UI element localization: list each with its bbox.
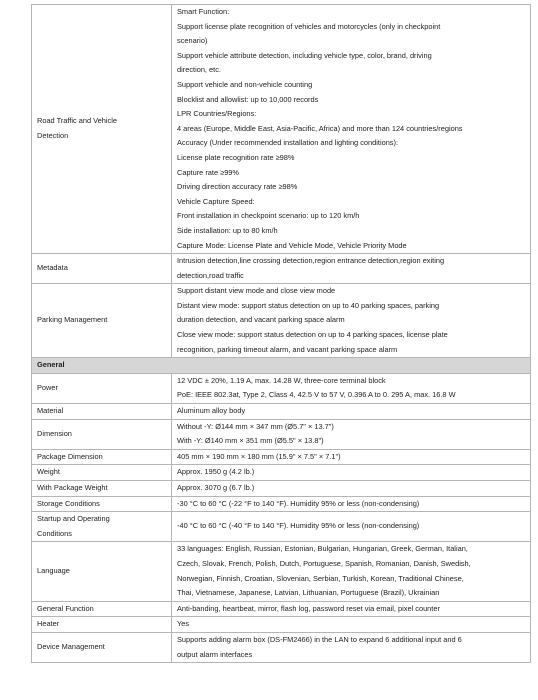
spec-label-line: Package Dimension [37,451,103,461]
spec-label-line: Conditions [37,528,72,538]
spec-value [172,5,531,254]
spec-label-line: Material [37,406,64,416]
spec-value [172,284,531,358]
spec-value-line: Support distant view mode and close view mode [177,286,336,296]
spec-value-line: Close view mode: support status detection on up to 4 parking spaces, license plate [177,330,448,340]
spec-row-road-traffic-and-vehicle-detection [32,5,531,254]
spec-label [32,632,172,662]
spec-label [32,542,172,601]
spec-value-line: Without -Y: Ø144 mm × 347 mm (Ø5.7" × 13.7") [177,421,334,431]
spec-value-line: Approx. 3070 g (6.7 lb.) [177,483,255,492]
spec-value-line: 405 mm × 190 mm × 180 mm (15.9" × 7.5" × 7.1") [177,451,341,461]
spec-value-line: Front installation in checkpoint scenario: up to 120 km/h [177,211,360,221]
spec-row-material [32,404,531,420]
spec-value-line: Aluminum alloy body [177,406,246,416]
spec-value [172,542,531,601]
section-title-line: General [37,360,65,370]
spec-value-line: Distant view mode: support status detection on up to 40 parking spaces, parking [177,300,440,310]
spec-label-line: Weight [37,467,60,477]
spec-value-line: Vehicle Capture Speed: [177,196,255,206]
spec-value-line: Driving direction accuracy rate ≥98% [177,182,298,192]
spec-value-line: -30 °C to 60 °C (-22 °F to 140 °F). Humidity 95% or less (non-condensing) [177,498,420,508]
spec-value-line: detection,road traffic [177,270,244,280]
spec-value-line: License plate recognition rate ≥98% [177,152,295,162]
spec-value-line: 4 areas (Europe, Middle East, Asia-Pacific, Africa) and more than 124 countries/regions [177,123,463,133]
spec-row-general-function [32,601,531,617]
spec-label [32,481,172,497]
spec-label-line: General Function [37,603,94,613]
spec-value [172,449,531,465]
spec-row-storage-conditions [32,496,531,512]
spec-label [32,512,172,542]
spec-value-line: Czech, Slovak, French, Polish, Dutch, Portuguese, Spanish, Romanian, Danish, Swedish, [177,558,471,568]
spec-value [172,512,531,542]
spec-value [172,481,531,497]
spec-value-line: Supports adding alarm box (DS-FM2466) in the LAN to expand 6 additional input and 6 [177,634,462,644]
spec-value [172,465,531,481]
spec-value-line: -40 °C to 60 °C (-40 °F to 140 °F). Humidity 95% or less (non-condensing) [177,521,420,531]
spec-label-line: Dimension [37,428,72,438]
spec-value-line: Support license plate recognition of vehicles and motorcycles (only in checkpoint [177,21,441,31]
spec-value-line: Yes [177,619,190,629]
spec-label-line: Storage Conditions [37,498,100,508]
spec-value-line: recognition, parking timeout alarm, and vacant parking space alarm [177,344,398,354]
spec-value [172,373,531,403]
section-header-general [32,358,531,374]
spec-label [32,284,172,358]
spec-value-line: direction, etc. [177,65,221,75]
spec-label-line: Detection [37,131,69,141]
spec-value-line: PoE: IEEE 802.3at, Type 2, Class 4, 42.5 V to 57 V, 0.396 A to 0. 295 A, max. 16.8 W [177,390,456,400]
spec-row-dimension [32,419,531,449]
spec-value-line: Intrusion detection,line crossing detection,region entrance detection,region exiting [177,256,445,266]
spec-row-power [32,373,531,403]
spec-value-line: Norwegian, Finnish, Croatian, Slovenian, Serbian, Turkish, Korean, Traditional Chinese, [177,573,464,583]
spec-value-line: scenario) [177,36,208,46]
spec-value-line: duration detection, and vacant parking space alarm [177,315,345,325]
spec-value [172,496,531,512]
spec-table-body [32,5,531,663]
spec-label-line: Road Traffic and Vehicle [37,116,117,126]
spec-label-line: Metadata [37,263,68,273]
spec-label-line: Heater [37,619,60,629]
spec-label-line: Device Management [37,642,105,652]
spec-row-metadata [32,254,531,284]
spec-label-line: Power [37,383,58,393]
spec-value-line: Approx. 1950 g (4.2 lb.) [177,467,255,477]
spec-value [172,254,531,284]
spec-value-line: Support vehicle attribute detection, including vehicle type, color, brand, driving [177,50,432,60]
spec-value-line: Thai, Vietnamese, Japanese, Latvian, Lithuanian, Portuguese (Brazil), Ukrainian [177,588,440,598]
spec-row-language [32,542,531,601]
spec-label [32,419,172,449]
spec-label [32,465,172,481]
spec-label [32,496,172,512]
spec-label [32,617,172,633]
spec-row-weight [32,465,531,481]
spec-value-line: Capture rate ≥99% [177,167,239,177]
section-title [32,358,531,374]
spec-value [172,632,531,662]
spec-label [32,5,172,254]
spec-label [32,373,172,403]
spec-value-line: 12 VDC ± 20%, 1.19 A, max. 14.28 W, three-core terminal block [177,375,386,385]
spec-row-with-package-weight [32,481,531,497]
spec-value [172,617,531,633]
spec-value-line: LPR Countries/Regions: [177,109,257,119]
spec-label-line: Startup and Operating [37,514,110,524]
spec-row-startup-and-operating-conditions [32,512,531,542]
spec-label-line: Parking Management [37,315,108,325]
spec-row-package-dimension [32,449,531,465]
spec-value-line: Support vehicle and non-vehicle counting [177,79,313,89]
spec-value-line: output alarm interfaces [177,649,253,659]
spec-value-line: Blocklist and allowlist: up to 10,000 records [177,94,319,104]
spec-value [172,419,531,449]
spec-value [172,601,531,617]
spec-label [32,449,172,465]
spec-label [32,254,172,284]
spec-value-line: 33 languages: English, Russian, Estonian, Bulgarian, Hungarian, Greek, German, Italian, [177,544,468,554]
spec-label [32,404,172,420]
spec-value-line: Anti-banding, heartbeat, mirror, flash log, password reset via email, pixel counter [177,603,440,613]
spec-row-heater [32,617,531,633]
spec-label-line: Language [37,566,70,576]
spec-row-device-management [32,632,531,662]
spec-value-line: Capture Mode: License Plate and Vehicle Mode, Vehicle Priority Mode [177,240,407,250]
spec-value-line: Smart Function: [177,7,230,16]
spec-value-line: With -Y: Ø140 mm × 351 mm (Ø5.5" × 13.8") [177,436,324,446]
spec-value [172,404,531,420]
spec-label-line: With Package Weight [37,483,108,492]
spec-value-line: Side installation: up to 80 km/h [177,225,278,235]
spec-row-parking-management [32,284,531,358]
spec-table [31,4,531,663]
spec-value-line: Accuracy (Under recommended installation and lighting conditions): [177,138,399,148]
spec-label [32,601,172,617]
